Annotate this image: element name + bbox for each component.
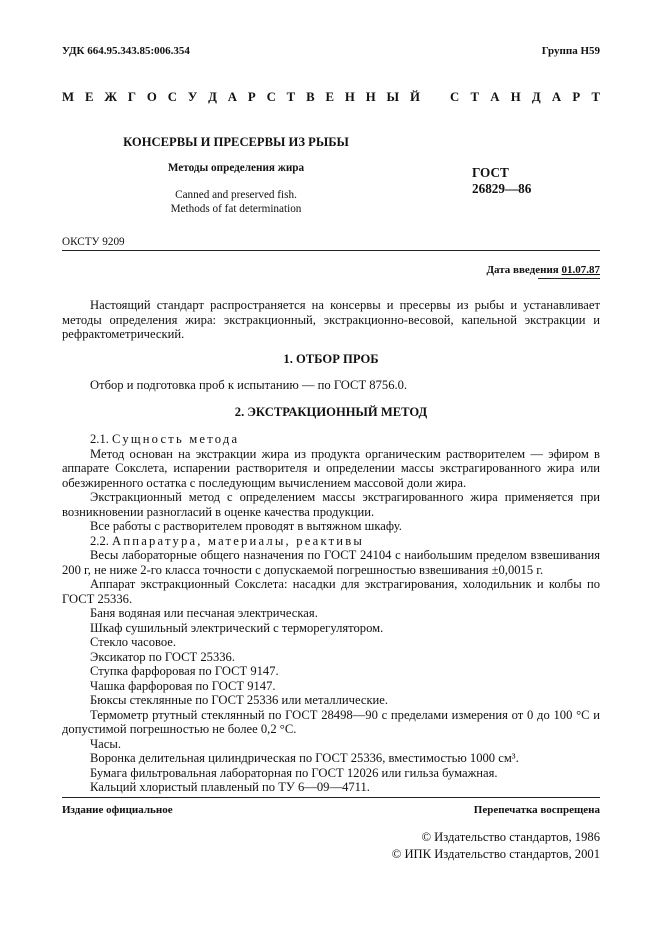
banner-letter: Г	[127, 90, 137, 104]
clause-title: Аппаратура, материалы, реактивы	[112, 533, 365, 548]
footer-divider	[62, 797, 600, 798]
banner-letter: Т	[470, 90, 480, 104]
official-edition-label: Издание официальное	[62, 804, 173, 816]
banner-letter: Н	[344, 90, 355, 104]
copyright-2: © ИПК Издательство стандартов, 2001	[391, 847, 600, 861]
banner-letter: С	[266, 90, 276, 104]
clause-2-1-heading	[62, 432, 600, 447]
list-item: Воронка делительная цилиндрическая по ГОСТ 25336, вместимостью 1000 см³.	[90, 751, 519, 765]
list-item: Шкаф сушильный электрический с терморегулятором.	[90, 620, 384, 635]
section-heading-1: 1. ОТБОР ПРОБ	[283, 352, 379, 366]
list-item: Баня водяная или песчаная электрическая.	[90, 606, 318, 620]
section1-text: Отбор и подготовка проб к испытанию — по ГОСТ 8756.0.	[90, 378, 408, 392]
clause-2-1-text: Метод основан на экстракции жира из продукта органическим растворителем — эфиром в аппарате Сокслета, испарении растворителя и определении массы экстрагированного жира или обезжиренного остатка с последующим вычислением массовой доли жира.	[62, 446, 600, 490]
banner-letter: Е	[84, 90, 94, 104]
list-item: Термометр ртутный стеклянный по ГОСТ 28498—90 с пределами измерения от 0 до 100 °С и допустимой погрешностью не более 0,2 °С.	[62, 707, 600, 736]
copyright-1: © Издательство стандартов, 1986	[421, 830, 600, 844]
banner-letter: О	[146, 90, 157, 104]
intro-paragraph: Настоящий стандарт распространяется на консервы и пресервы из рыбы и устанавливает методы определения жира: экстракционный, экстракционно-весовой, капельной экстракции и рефрактометрический.	[62, 298, 600, 341]
list-item: Весы лабораторные общего назначения по ГОСТ 24104 с наибольшим пределом взвешивания 200 г, не ниже 2-го класса точности с допускаемой погрешностью взвешивания ±0,0015 г.	[62, 548, 600, 577]
clause-title: Сущность метода	[112, 432, 240, 446]
list-item: Чашка фарфоровая по ГОСТ 9147.	[90, 678, 276, 693]
clause-2-1-text3: Все работы с растворителем проводят в вытяжном шкафу.	[90, 519, 402, 533]
list-item: Бюксы стеклянные по ГОСТ 25336 или металлические.	[90, 693, 389, 707]
standard-banner-word2	[450, 90, 600, 105]
banner-letter: А	[227, 90, 238, 104]
divider	[538, 278, 600, 279]
english-title-1: Canned and preserved fish.	[175, 189, 297, 201]
banner-letter: С	[450, 90, 460, 104]
okstu-code: ОКСТУ 9209	[62, 236, 125, 248]
banner-letter: Т	[591, 90, 600, 104]
banner-letter: У	[187, 90, 198, 104]
banner-letter: М	[62, 90, 75, 104]
list-item: Эксикатор по ГОСТ 25336.	[90, 649, 235, 664]
section-heading-2: 2. ЭКСТРАКЦИОННЫЙ МЕТОД	[234, 405, 428, 419]
document-subtitle: Методы определения жира	[167, 162, 305, 174]
banner-letter: Т	[286, 90, 296, 104]
list-item: Часы.	[90, 736, 121, 751]
gost-number: 26829—86	[472, 181, 532, 196]
divider	[62, 250, 600, 251]
banner-letter: А	[490, 90, 500, 104]
english-title-2: Methods of fat determination	[170, 203, 302, 215]
udk-code: УДК 664.95.343.85:006.354	[62, 45, 190, 57]
gost-label: ГОСТ	[472, 165, 509, 180]
group-label: Группа Н59	[541, 45, 600, 57]
banner-letter: С	[167, 90, 177, 104]
clause-number: 2.1.	[90, 432, 113, 446]
banner-letter: Ы	[386, 90, 400, 104]
list-item: Ступка фарфоровая по ГОСТ 9147.	[90, 664, 279, 678]
banner-letter: В	[306, 90, 315, 104]
banner-letter: Р	[572, 90, 581, 104]
list-item: Кальций хлористый плавленый по ТУ 6—09—4711.	[90, 780, 370, 794]
banner-letter: Ж	[104, 90, 118, 104]
reprint-notice: Перепечатка воспрещена	[473, 804, 600, 816]
banner-letter: Е	[325, 90, 335, 104]
banner-letter: Д	[531, 90, 541, 104]
banner-letter: Н	[365, 90, 376, 104]
document-title: КОНСЕРВЫ И ПРЕСЕРВЫ ИЗ РЫБЫ	[123, 135, 349, 149]
banner-letter: Д	[208, 90, 217, 104]
clause-2-2-heading	[62, 534, 600, 549]
banner-letter: Р	[247, 90, 256, 104]
intro-date-label: Дата введения	[486, 264, 562, 276]
banner-letter: А	[551, 90, 562, 104]
standard-banner-word1	[62, 90, 420, 105]
banner-letter: Н	[510, 90, 521, 104]
list-item: Стекло часовое.	[90, 635, 177, 649]
list-item: Бумага фильтровальная лабораторная по ГОСТ 12026 или гильза бумажная.	[90, 765, 498, 780]
clause-2-1-text2: Экстракционный метод с определением массы экстрагированного жира применяется при возникновении разногласий в оценке качества продукции.	[62, 490, 600, 519]
clause-number: 2.2.	[90, 533, 113, 548]
intro-date	[486, 264, 600, 276]
intro-date-value: 01.07.87	[561, 264, 600, 276]
list-item: Аппарат экстракционный Сокслета: насадки для экстрагирования, холодильник и колбы по ГОСТ 25336.	[62, 577, 600, 606]
banner-letter: Й	[409, 90, 420, 104]
